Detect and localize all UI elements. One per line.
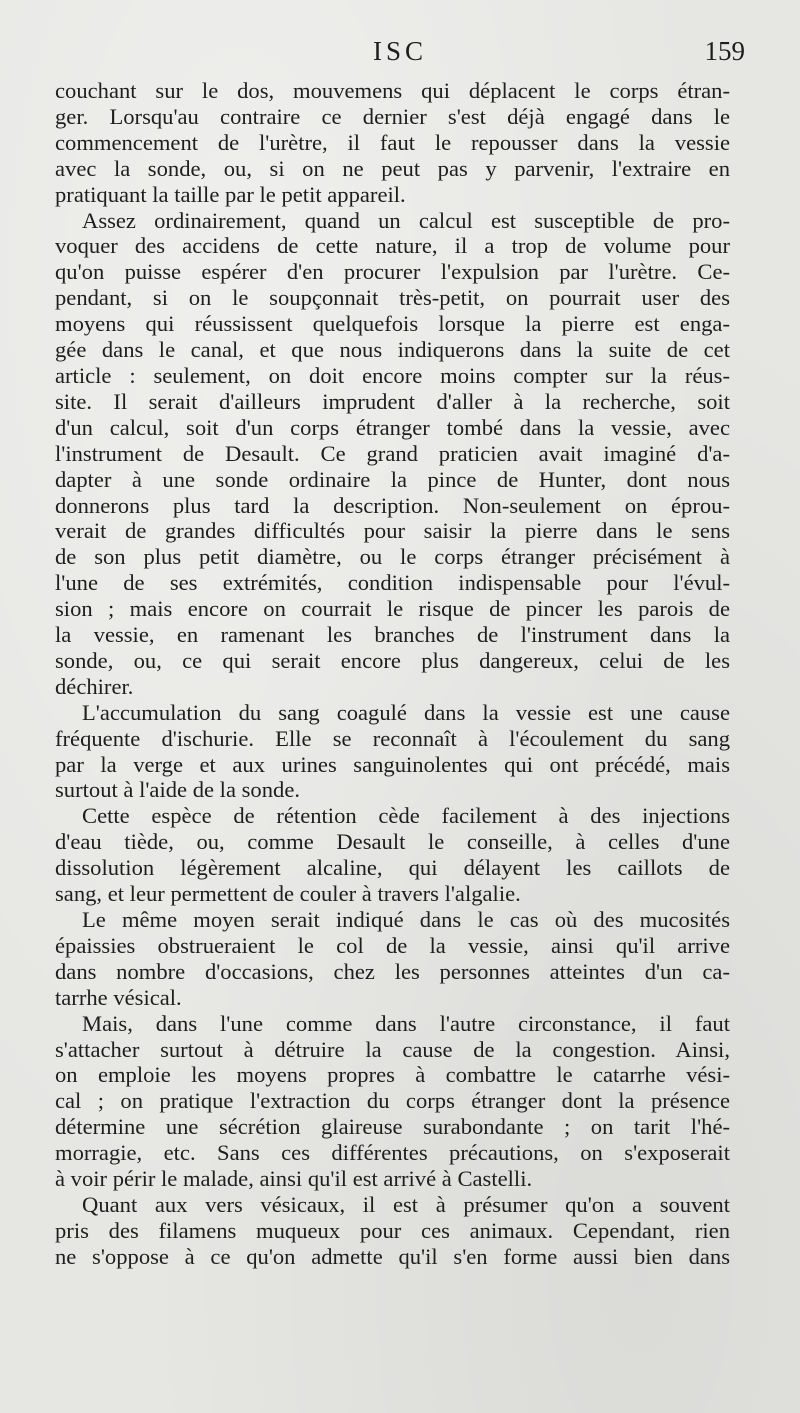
- text-line: pris des filamens muqueux pour ces animaux. Cependant, rien: [55, 1217, 730, 1243]
- text-line: Cette espèce de rétention cède facilement à des injections: [82, 803, 730, 829]
- text-line: donnerons plus tard la description. Non-seulement on éprou-: [55, 492, 730, 518]
- text-line: voquer des accidens de cette nature, il a trop de volume pour: [55, 233, 730, 259]
- text-line: fréquente d'ischurie. Elle se reconnaît à l'écoulement du sang: [55, 725, 730, 751]
- text-line: pendant, si on le soupçonnait très-petit, on pourrait user des: [55, 285, 730, 311]
- running-head: ISC: [372, 36, 428, 66]
- text-line: verait de grandes difficultés pour saisir la pierre dans le sens: [55, 518, 730, 544]
- text-line: article : seulement, on doit encore moins compter sur la réus-: [55, 362, 730, 388]
- paragraph: [55, 1011, 730, 1192]
- text-line: pratiquant la taille par le petit appareil.: [55, 181, 406, 207]
- text-line: dissolution légèrement alcaline, qui délayent les caillots de: [55, 855, 730, 881]
- text-line: avec la sonde, ou, si on ne peut pas y parvenir, l'extraire en: [55, 155, 730, 181]
- text-line: moyens qui réussissent quelquefois lorsque la pierre est enga-: [55, 311, 730, 337]
- text-line: couchant sur le dos, mouvemens qui déplacent le corps étran-: [55, 78, 730, 103]
- text-line: s'attacher surtout à détruire la cause de la congestion. Ainsi,: [55, 1036, 730, 1062]
- text-line: Assez ordinairement, quand un calcul est susceptible de pro-: [82, 207, 730, 233]
- page-number: 159: [704, 36, 745, 66]
- text-line: ne s'oppose à ce qu'on admette qu'il s'en forme aussi bien dans: [55, 1243, 730, 1269]
- text-line: détermine une sécrétion glaireuse surabondante ; on tarit l'hé-: [55, 1114, 730, 1140]
- text-line: L'accumulation du sang coagulé dans la vessie est une cause: [82, 699, 730, 725]
- text-line: Quant aux vers vésicaux, il est à présumer qu'on a souvent: [82, 1191, 730, 1217]
- text-line: l'instrument de Desault. Ce grand praticien avait imaginé d'a-: [55, 440, 730, 466]
- text-line: à voir périr le malade, ainsi qu'il est arrivé à Castelli.: [55, 1166, 533, 1192]
- text-line: sonde, ou, ce qui serait encore plus dangereux, celui de les: [55, 647, 730, 673]
- text-line: commencement de l'urètre, il faut le repousser dans la vessie: [55, 129, 730, 155]
- text-line: d'un calcul, soit d'un corps étranger tombé dans la vessie, avec: [55, 414, 730, 440]
- text-line: ger. Lorsqu'au contraire ce dernier s'est déjà engagé dans le: [55, 103, 730, 129]
- text-line: cal ; on pratique l'extraction du corps étranger dont la présence: [55, 1088, 730, 1114]
- text-line: Mais, dans l'une comme dans l'autre circonstance, il faut: [82, 1010, 730, 1036]
- text-line: d'eau tiède, ou, comme Desault le conseille, à celles d'une: [55, 829, 730, 855]
- paragraph: [55, 208, 730, 700]
- paragraph: [55, 907, 730, 1011]
- paragraph: [55, 700, 730, 804]
- text-line: la vessie, en ramenant les branches de l'instrument dans la: [55, 622, 730, 648]
- text-line: site. Il serait d'ailleurs imprudent d'aller à la recherche, soit: [55, 388, 730, 414]
- text-line: surtout à l'aide de la sonde.: [55, 777, 301, 803]
- paragraph: [55, 803, 730, 907]
- text-line: qu'on puisse espérer d'en procurer l'expulsion par l'urètre. Ce-: [55, 259, 730, 285]
- text-line: tarrhe vésical.: [55, 984, 182, 1010]
- paragraph: [55, 78, 730, 208]
- page-header: [55, 36, 745, 76]
- text-line: l'une de ses extrémités, condition indispensable pour l'évul-: [55, 570, 730, 596]
- text-line: déchirer.: [55, 673, 134, 699]
- text-line: par la verge et aux urines sanguinolentes qui ont précédé, mais: [55, 751, 730, 777]
- text-line: gée dans le canal, et que nous indiquerons dans la suite de cet: [55, 337, 730, 363]
- paragraph: [55, 1192, 730, 1270]
- text-line: dapter à une sonde ordinaire la pince de Hunter, dont nous: [55, 466, 730, 492]
- text-line: sion ; mais encore on courrait le risque de pincer les parois de: [55, 596, 730, 622]
- text-line: Le même moyen serait indiqué dans le cas où des mucosités: [82, 907, 730, 932]
- text-line: morragie, etc. Sans ces différentes précautions, on s'exposerait: [55, 1140, 730, 1166]
- text-line: on emploie les moyens propres à combattre le catarrhe vési-: [55, 1062, 730, 1088]
- text-line: épaissies obstrueraient le col de la vessie, ainsi qu'il arrive: [55, 932, 730, 958]
- text-line: de son plus petit diamètre, ou le corps étranger précisément à: [55, 544, 730, 570]
- body-text: [55, 78, 730, 1270]
- text-line: dans nombre d'occasions, chez les personnes atteintes d'un ca-: [55, 958, 730, 984]
- text-line: sang, et leur permettent de couler à travers l'algalie.: [55, 881, 521, 907]
